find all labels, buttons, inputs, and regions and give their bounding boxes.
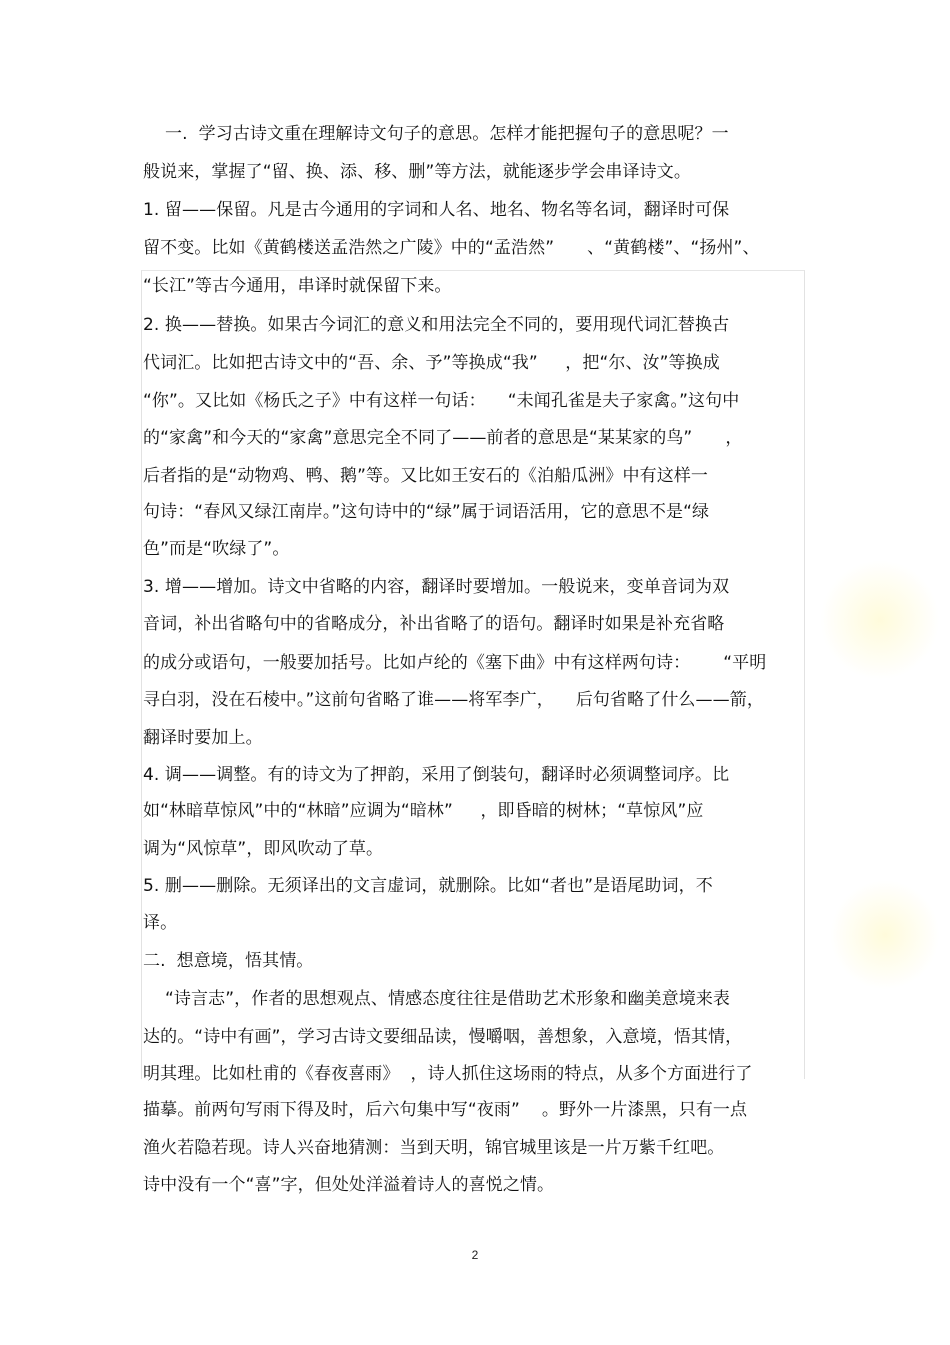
text-line: 渔火若隐若现。诗人兴奋地猜测：当到天明，锦官城里该是一片万紫千红吧。 [143,1138,725,1158]
text-line: 5. 删——删除。无须译出的文言虚词，就删除。比如“者也”是语尾助词，不 [143,876,713,896]
text-line: 诗中没有一个“喜”字，但处处洋溢着诗人的喜悦之情。 [143,1175,555,1195]
text-line: 1. 留——保留。凡是古今通用的字词和人名、地名、物名等名词，翻译时可保 [143,200,730,220]
text-line: 译。 [143,913,178,933]
text-line: 后者指的是“动物鸡、鸭、鹅”等。又比如王安石的《泊船瓜洲》中有这样一 [143,466,709,486]
text-line: 的成分或语句，一般要加括号。比如卢纶的《塞下曲》中有这样两句诗： “平明 [143,653,767,673]
text-line: 4. 调——调整。有的诗文为了押韵，采用了倒装句，翻译时必须调整词序。比 [143,765,730,785]
text-line: 描摹。前两句写雨下得及时，后六句集中写“夜雨” 。野外一片漆黑，只有一点 [143,1100,748,1120]
text-line: 明其理。比如杜甫的《春夜喜雨》 ，诗人抓住这场雨的特点，从多个方面进行了 [143,1064,753,1084]
text-line: 翻译时要加上。 [143,728,263,748]
text-line: 留不变。比如《黄鹤楼送孟浩然之广陵》中的“孟浩然” 、“黄鹤楼”、“扬州”、 [143,238,760,258]
watermark-glow [820,560,940,680]
text-line: 调为“风惊草”，即风吹动了草。 [143,839,384,859]
text-line: “长江”等古今通用，串译时就保留下来。 [143,276,452,296]
text-line: 寻白羽，没在石棱中。”这前句省略了谁——将军李广， 后句省略了什么——箭， [143,690,764,710]
text-line: 如“林暗草惊风”中的“林暗”应调为“暗林” ，即昏暗的树林；“草惊风”应 [143,801,704,821]
watermark-glow [830,880,940,990]
text-line: 代词汇。比如把古诗文中的“吾、余、予”等换成“我” ，把“尔、汝”等换成 [143,353,720,373]
text-line: 达的。“诗中有画”，学习古诗文要细品读，慢嚼咽，善想象，入意境，悟其情， [143,1027,743,1047]
text-line: 3. 增——增加。诗文中省略的内容，翻译时要增加。一般说来，变单音词为双 [143,577,730,597]
text-line: 般说来，掌握了“留、换、添、移、删”等方法，就能逐步学会串译诗文。 [143,162,691,182]
text-line: 音词，补出省略句中的省略成分，补出省略了的语句。翻译时如果是补充省略 [143,614,725,634]
text-line: 二. 想意境，悟其情。 [143,951,314,971]
text-line: “你”。又比如《杨氏之子》中有这样一句话： “未闻孔雀是夫子家禽。”这句中 [143,391,740,411]
text-line: 色”而是“吹绿了”。 [143,539,290,559]
text-line: 2. 换——替换。如果古今词汇的意义和用法完全不同的，要用现代词汇替换古 [143,315,730,335]
text-line: “诗言志”，作者的思想观点、情感态度往往是借助艺术形象和幽美意境来表 [143,989,731,1009]
text-line: 一. 学习古诗文重在理解诗文句子的意思。怎样才能把握句子的意思呢？一 [143,124,729,144]
text-line: 句诗：“春风又绿江南岸。”这句诗中的“绿”属于词语活用，它的意思不是“绿 [143,502,710,522]
text-line: 的“家禽”和今天的“家禽”意思完全不同了——前者的意思是“某某家的鸟” ， [143,428,743,448]
page-number: 2 [471,1248,479,1262]
